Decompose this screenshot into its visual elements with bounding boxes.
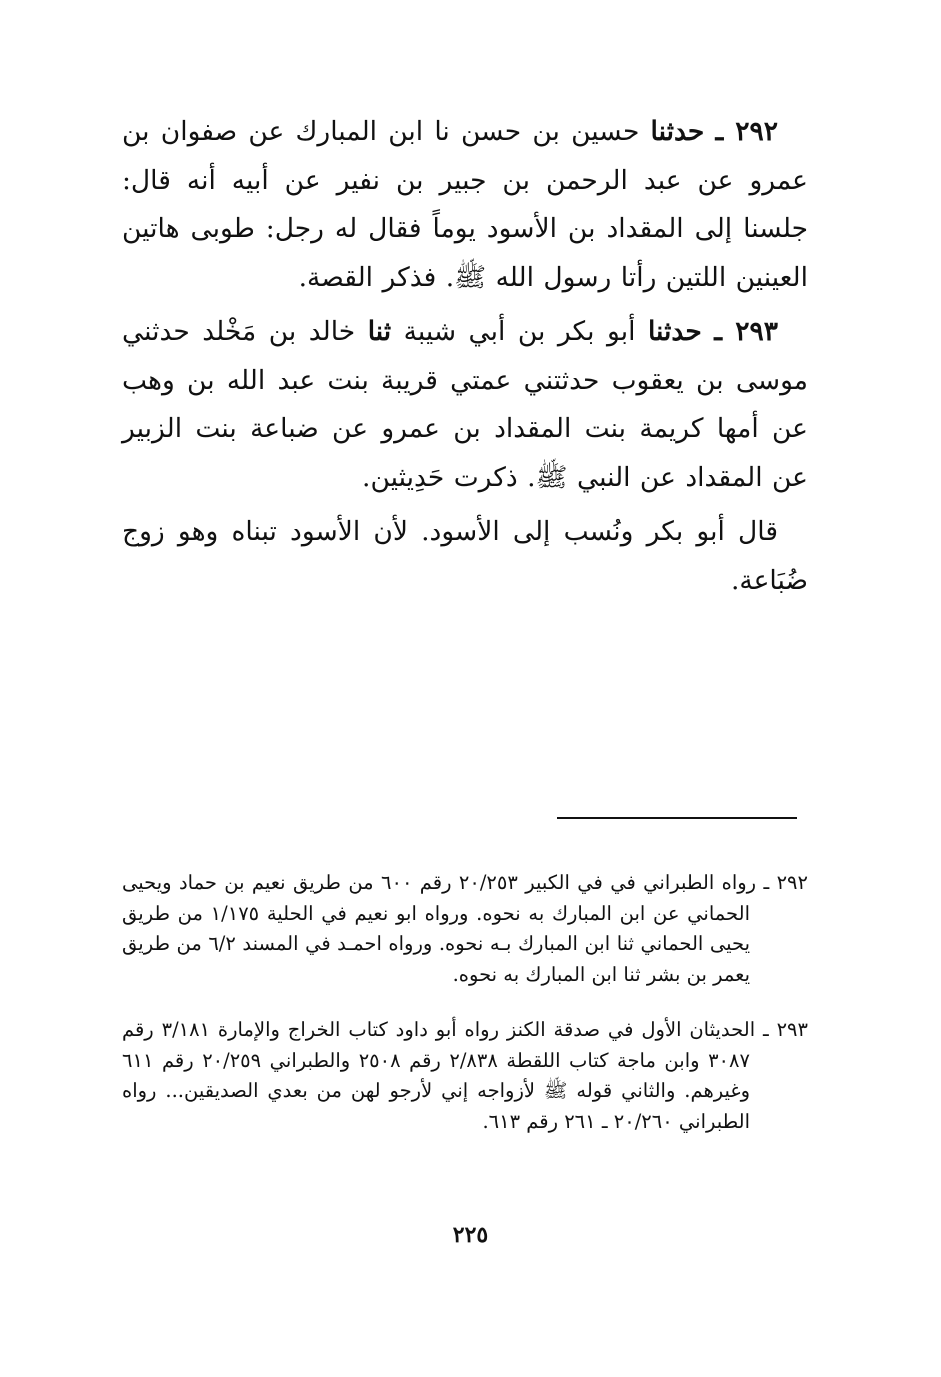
footnote-divider — [557, 817, 797, 819]
hadith-292 — [122, 108, 808, 302]
hadith-number: ٢٩٢ ـ — [715, 116, 778, 147]
hadith-text: خالد بن مَخْلد حدثني موسى بن يعقوب حدثتني عمتي قريبة بنت عبد الله بن وهب عن أمها كريمة بنت المقداد بن عمرو عن ضباعة بنت الزبير عن المقداد عن النبي ﷺ. ذكرت حَدِيثين. — [122, 316, 808, 493]
footnote-number: ٢٩٢ ـ — [763, 871, 808, 894]
narration-keyword: ثنا — [367, 316, 392, 347]
footnotes — [122, 868, 808, 1162]
footnote-text: الحديثان الأول في صدقة الكنز رواه أبو داود كتاب الخراج والإمارة ٣/١٨١ رقم ٣٠٨٧ وابن ماجة كتاب اللقطة ٢/٨٣٨ رقم ٢٥٠٨ والطبراني ٢٠/٢٥٩ رقم ٦١١ وغيرهم. والثاني قوله ﷺ لأزواجه إني لأرجو لهن من بعدي الصديقين... رواه الطبراني ٢٠/٢٦٠ ـ ٢٦١ رقم ٦١٣. — [122, 1018, 756, 1133]
author-remark — [122, 508, 808, 605]
hadith-text: أبو بكر بن أبي شيبة — [403, 316, 636, 347]
narration-keyword: حدثنا — [647, 316, 702, 347]
footnote-292 — [122, 868, 808, 990]
hadith-293 — [122, 308, 808, 502]
footnote-text: رواه الطبراني في في الكبير ٢٠/٢٥٣ رقم ٦٠٠ من طريق نعيم بن حماد ويحيى الحماني عن ابن المبارك به نحوه. ورواه ابو نعيم في الحلية ١/١٧٥ من طريق يحيى الحماني ثنا ابن المبارك بـه نحوه. ورواه احمـد في المسند ٦/٢ من طريق يعمر بن بشر ثنا ابن المبارك به نحوه. — [122, 871, 757, 986]
footnote-293 — [122, 1015, 808, 1137]
hadith-text: حسين بن حسن نا ابن المبارك عن صفوان بن عمرو عن عبد الرحمن بن جبير بن نفير عن أبيه أنه قال: جلسنا إلى المقداد بن الأسود يوماً فقال له رجل: طوبى هاتين العينين اللتين رأتا رسول الله ﷺ. فذكر القصة. — [122, 116, 808, 293]
footnote-number: ٢٩٣ ـ — [763, 1018, 808, 1041]
hadith-number: ٢٩٣ ـ — [714, 316, 778, 347]
page-number: ٢٢٥ — [452, 1222, 489, 1248]
remark-text: قال أبو بكر ونُسب إلى الأسود. لأن الأسود تبناه وهو زوج ضُبَاعة. — [122, 516, 808, 596]
main-text — [122, 108, 808, 611]
narration-keyword: حدثنا — [650, 116, 705, 147]
